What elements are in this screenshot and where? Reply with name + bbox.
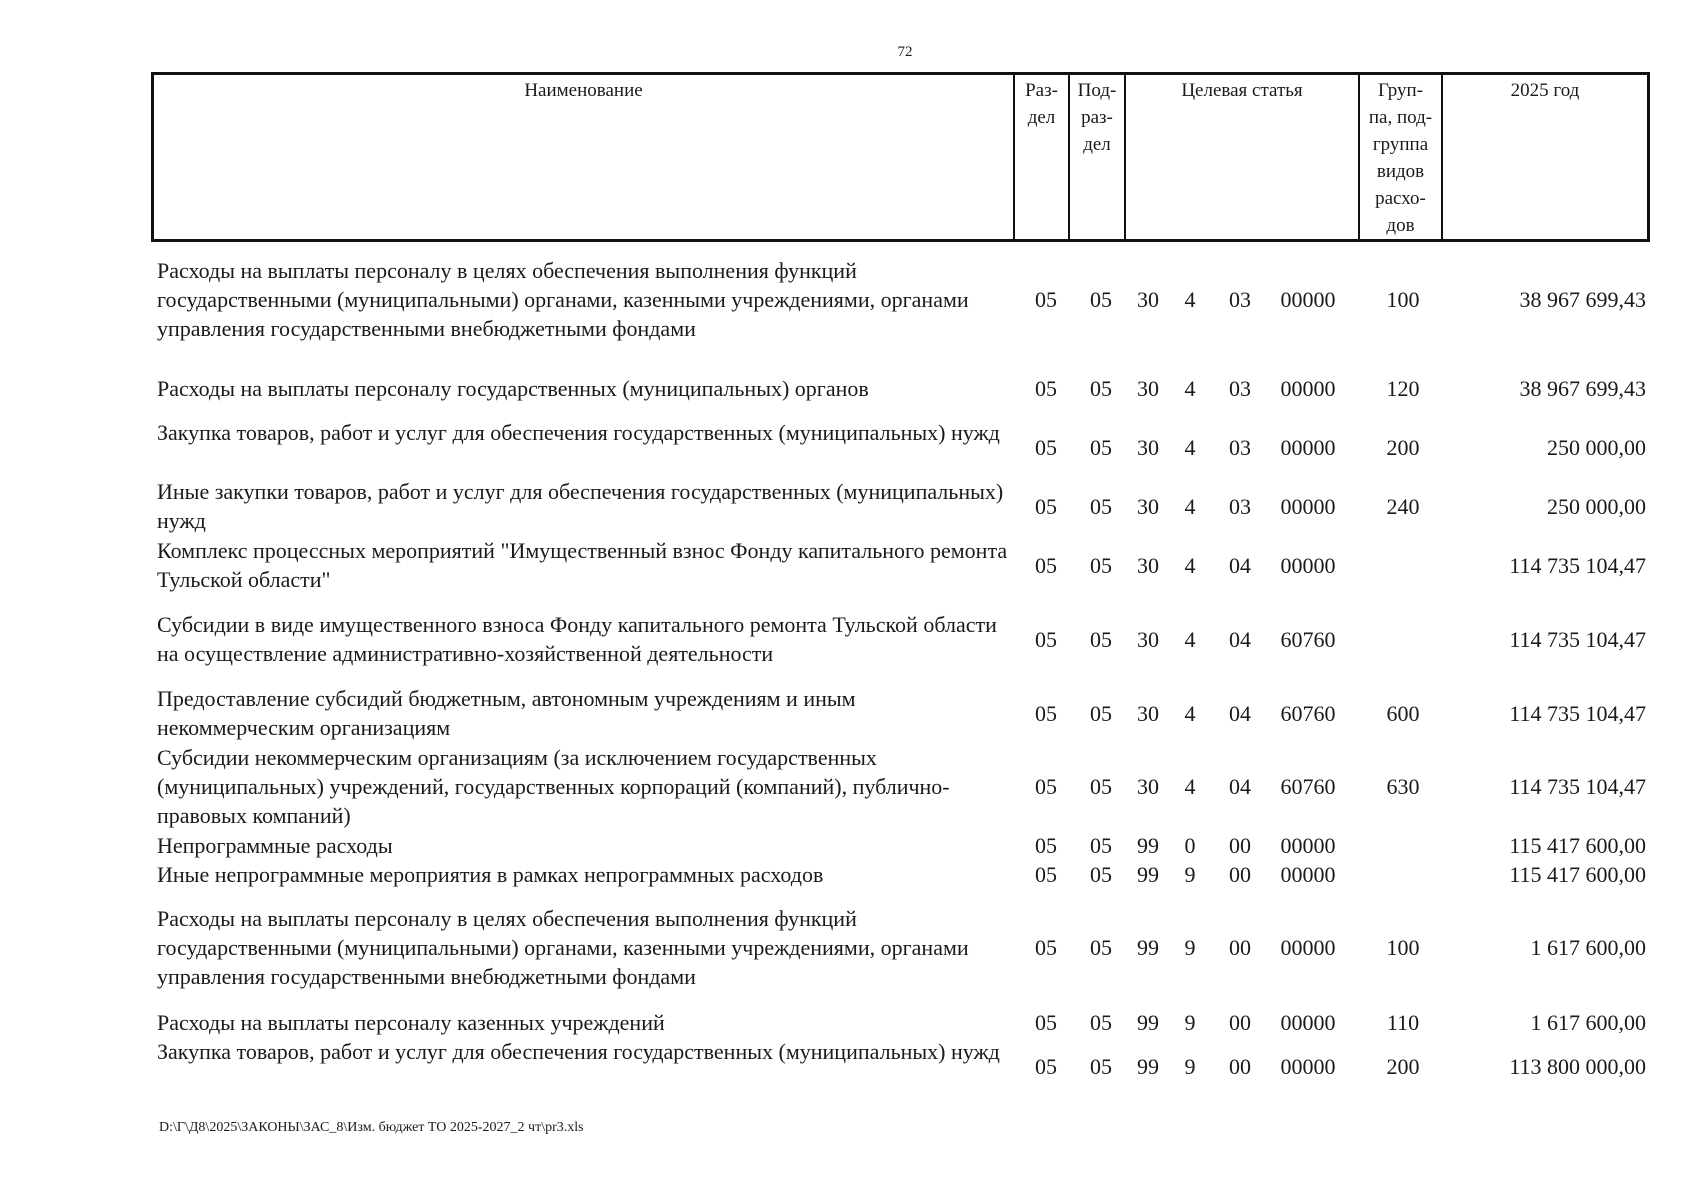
row-razdel: 05 xyxy=(1035,935,1057,960)
row-target-type: 4 xyxy=(1184,774,1196,799)
file-path-footer: D:\Г\Д8\2025\ЗАКОНЫ\ЗАС_8\Изм. бюджет ТО 2025-2027_2 чт\pr3.xls xyxy=(159,1120,584,1135)
row-razdel: 05 xyxy=(1035,833,1057,858)
row-name: Комплекс процессных мероприятий "Имущественный взнос Фонду капитального ремонта Тульской области" xyxy=(157,538,1008,592)
row-target-program: 30 xyxy=(1137,627,1159,652)
header-podrazdel-line: раз- xyxy=(1081,107,1113,128)
row-name: Закупка товаров, работ и услуг для обеспечения государственных (муниципальных) нужд xyxy=(157,420,1000,445)
row-podrazdel: 05 xyxy=(1090,774,1112,799)
row-name: Расходы на выплаты персоналу государственных (муниципальных) органов xyxy=(157,376,869,401)
row-name: Субсидии некоммерческим организациям (за исключением государственных (муниципальных) учреждений, государственных корпораций (компаний), публично-правовых компаний) xyxy=(157,745,950,828)
row-target-program: 30 xyxy=(1137,494,1159,519)
row-target-subprogram: 00 xyxy=(1229,935,1251,960)
row-razdel: 05 xyxy=(1035,701,1057,726)
row-target-direction: 00000 xyxy=(1280,435,1336,460)
row-group: 240 xyxy=(1386,494,1420,519)
row-target-direction: 00000 xyxy=(1280,833,1336,858)
row-target-subprogram: 03 xyxy=(1229,435,1251,460)
row-sum: 114 735 104,47 xyxy=(1509,553,1646,578)
row-target-type: 4 xyxy=(1184,627,1196,652)
row-razdel: 05 xyxy=(1035,287,1057,312)
row-target-subprogram: 00 xyxy=(1229,1010,1251,1035)
row-group: 100 xyxy=(1386,287,1420,312)
row-target-type: 4 xyxy=(1184,553,1196,578)
row-target-type: 9 xyxy=(1184,935,1196,960)
row-podrazdel: 05 xyxy=(1090,376,1112,401)
row-target-direction: 00000 xyxy=(1280,553,1336,578)
header-group-line: группа xyxy=(1372,134,1429,155)
page-number: 72 xyxy=(897,44,913,60)
row-podrazdel: 05 xyxy=(1090,833,1112,858)
row-group: 600 xyxy=(1386,701,1420,726)
row-target-type: 4 xyxy=(1184,435,1196,460)
row-podrazdel: 05 xyxy=(1090,494,1112,519)
row-name: Закупка товаров, работ и услуг для обеспечения государственных (муниципальных) нужд xyxy=(157,1039,1000,1064)
row-name: Иные закупки товаров, работ и услуг для обеспечения государственных (муниципальных) нужд xyxy=(157,479,1004,533)
row-razdel: 05 xyxy=(1035,627,1057,652)
row-target-program: 99 xyxy=(1137,935,1159,960)
header-group-line: Груп- xyxy=(1377,80,1424,101)
header-year xyxy=(1443,75,1647,239)
row-target-type: 9 xyxy=(1184,1010,1196,1035)
row-group: 630 xyxy=(1386,774,1420,799)
row-name: Непрограммные расходы xyxy=(157,833,393,858)
row-group: 200 xyxy=(1386,1054,1420,1079)
row-razdel: 05 xyxy=(1035,553,1057,578)
row-razdel: 05 xyxy=(1035,1010,1057,1035)
header-name xyxy=(154,75,1015,239)
row-target-subprogram: 03 xyxy=(1229,376,1251,401)
row-target-direction: 00000 xyxy=(1280,287,1336,312)
header-podrazdel-line: Под- xyxy=(1077,80,1117,101)
row-podrazdel: 05 xyxy=(1090,1010,1112,1035)
row-target-subprogram: 04 xyxy=(1229,627,1251,652)
row-name: Расходы на выплаты персоналу в целях обеспечения выполнения функций государственными (муниципальными) органами, казенными учреждениями, органами управления государственными внебюджетными фондами xyxy=(157,906,969,989)
row-podrazdel: 05 xyxy=(1090,1054,1112,1079)
row-target-subprogram: 00 xyxy=(1229,862,1251,887)
row-razdel: 05 xyxy=(1035,1054,1057,1079)
row-target-subprogram: 00 xyxy=(1229,833,1251,858)
row-target-direction: 00000 xyxy=(1280,1054,1336,1079)
row-target-direction: 60760 xyxy=(1280,774,1336,799)
header-razdel-line: Раз- xyxy=(1025,80,1058,101)
row-name: Расходы на выплаты персоналу в целях обеспечения выполнения функций государственными (муниципальными) органами, казенными учреждениями, органами управления государственными внебюджетными фондами xyxy=(157,258,969,341)
row-name: Субсидии в виде имущественного взноса Фонду капитального ремонта Тульской области на осуществление административно-хозяйственной деятельности xyxy=(157,612,997,666)
row-name: Предоставление субсидий бюджетным, автономным учреждениям и иным некоммерческим организациям xyxy=(157,686,856,740)
row-target-program: 99 xyxy=(1137,862,1159,887)
row-target-subprogram: 03 xyxy=(1229,494,1251,519)
row-target-direction: 00000 xyxy=(1280,935,1336,960)
row-razdel: 05 xyxy=(1035,376,1057,401)
row-target-subprogram: 03 xyxy=(1229,287,1251,312)
row-sum: 1 617 600,00 xyxy=(1530,935,1646,960)
row-podrazdel: 05 xyxy=(1090,435,1112,460)
row-sum: 38 967 699,43 xyxy=(1519,287,1646,312)
row-target-subprogram: 04 xyxy=(1229,553,1251,578)
row-target-program: 30 xyxy=(1137,376,1159,401)
row-sum: 113 800 000,00 xyxy=(1509,1054,1646,1079)
row-target-direction: 60760 xyxy=(1280,701,1336,726)
row-target-direction: 00000 xyxy=(1280,1010,1336,1035)
row-sum: 114 735 104,47 xyxy=(1509,774,1646,799)
row-target-program: 30 xyxy=(1137,287,1159,312)
header-target xyxy=(1126,75,1360,239)
row-podrazdel: 05 xyxy=(1090,862,1112,887)
header-group-line: видов xyxy=(1376,161,1425,182)
row-sum: 250 000,00 xyxy=(1547,494,1646,519)
table-header xyxy=(151,72,1650,242)
row-group: 200 xyxy=(1386,435,1420,460)
header-podrazdel xyxy=(1070,75,1126,239)
row-target-type: 9 xyxy=(1184,1054,1196,1079)
header-razdel-line: дел xyxy=(1027,107,1056,128)
row-target-program: 30 xyxy=(1137,553,1159,578)
header-podrazdel-line: дел xyxy=(1083,134,1111,155)
row-sum: 115 417 600,00 xyxy=(1509,833,1646,858)
row-group: 110 xyxy=(1386,1010,1420,1035)
row-group: 100 xyxy=(1386,935,1420,960)
row-razdel: 05 xyxy=(1035,435,1057,460)
row-podrazdel: 05 xyxy=(1090,935,1112,960)
row-target-direction: 60760 xyxy=(1280,627,1336,652)
row-podrazdel: 05 xyxy=(1090,701,1112,726)
row-name: Иные непрограммные мероприятия в рамках непрограммных расходов xyxy=(157,862,824,887)
row-target-type: 4 xyxy=(1184,287,1196,312)
row-podrazdel: 05 xyxy=(1090,627,1112,652)
row-target-type: 9 xyxy=(1184,862,1196,887)
row-target-program: 30 xyxy=(1137,701,1159,726)
row-sum: 115 417 600,00 xyxy=(1509,862,1646,887)
row-group: 120 xyxy=(1386,376,1420,401)
header-razdel xyxy=(1015,75,1070,239)
row-target-type: 4 xyxy=(1184,376,1196,401)
row-target-type: 4 xyxy=(1184,701,1196,726)
row-sum: 250 000,00 xyxy=(1547,435,1646,460)
row-sum: 114 735 104,47 xyxy=(1509,627,1646,652)
row-target-program: 30 xyxy=(1137,435,1159,460)
row-target-type: 0 xyxy=(1184,833,1196,858)
row-name: Расходы на выплаты персоналу казенных учреждений xyxy=(157,1010,665,1035)
row-target-direction: 00000 xyxy=(1280,494,1336,519)
row-target-program: 99 xyxy=(1137,1054,1159,1079)
row-target-program: 99 xyxy=(1137,833,1159,858)
header-year-label: 2025 год xyxy=(1510,80,1580,101)
row-sum: 38 967 699,43 xyxy=(1519,376,1646,401)
row-target-subprogram: 04 xyxy=(1229,774,1251,799)
header-group-line: дов xyxy=(1386,215,1415,236)
header-name-label: Наименование xyxy=(524,80,643,101)
row-target-subprogram: 00 xyxy=(1229,1054,1251,1079)
row-razdel: 05 xyxy=(1035,862,1057,887)
header-group xyxy=(1360,75,1443,239)
row-target-program: 99 xyxy=(1137,1010,1159,1035)
row-target-subprogram: 04 xyxy=(1229,701,1251,726)
row-razdel: 05 xyxy=(1035,494,1057,519)
row-sum: 114 735 104,47 xyxy=(1509,701,1646,726)
header-group-line: па, под- xyxy=(1368,107,1433,128)
row-target-direction: 00000 xyxy=(1280,376,1336,401)
row-target-type: 4 xyxy=(1184,494,1196,519)
header-target-label: Целевая статья xyxy=(1181,80,1303,101)
row-razdel: 05 xyxy=(1035,774,1057,799)
row-sum: 1 617 600,00 xyxy=(1530,1010,1646,1035)
row-podrazdel: 05 xyxy=(1090,287,1112,312)
header-group-line: расхо- xyxy=(1375,188,1426,209)
row-podrazdel: 05 xyxy=(1090,553,1112,578)
row-target-direction: 00000 xyxy=(1280,862,1336,887)
row-target-program: 30 xyxy=(1137,774,1159,799)
